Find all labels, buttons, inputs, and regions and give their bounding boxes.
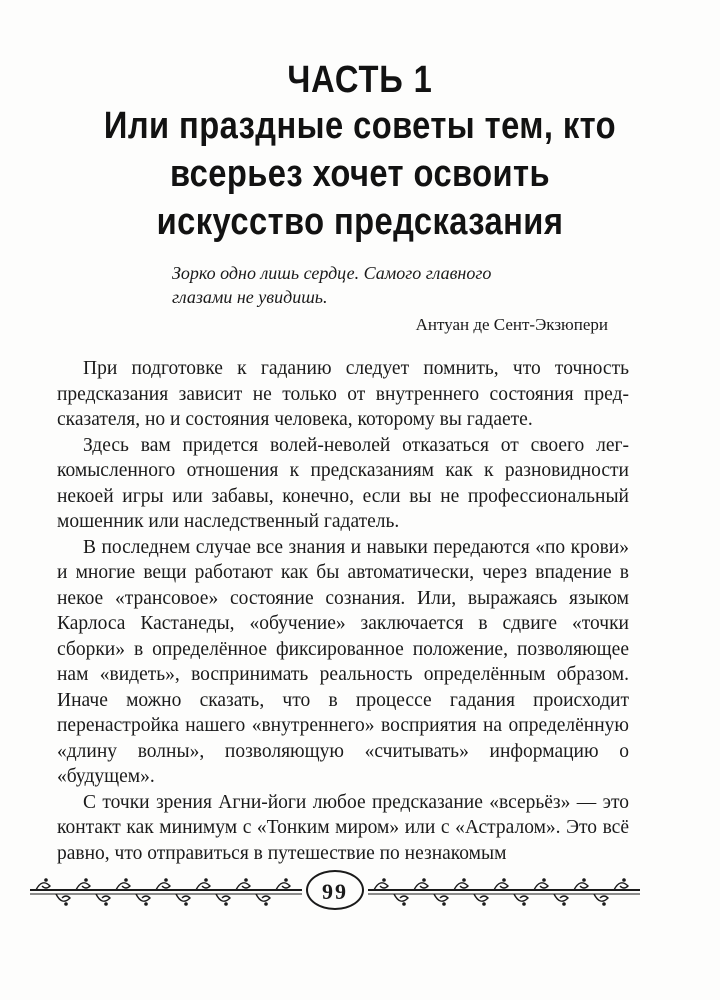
part-label: ЧАСТЬ 1 xyxy=(287,59,433,101)
paragraph: При подготовке к гаданию следует помнить, что точность предсказания зависит не только от внутреннего состояния предсказателя, но и состояния человека, которому вы гадаете. xyxy=(57,358,629,430)
vine-scroll-ornament-icon xyxy=(368,870,640,914)
chapter-heading xyxy=(0,58,720,246)
epigraph-quote xyxy=(172,261,552,309)
page-footer xyxy=(30,870,640,914)
chapter-title: Или праздные советы тем, кто всерьез хочет освоить искусство предсказания xyxy=(103,105,617,243)
paragraph: В последнем случае все знания и навыки передаются «по крови» и многие вещи работают как бы автоматически, через впадение в некое «трансовое» состояние сознания. Или, выражаясь языком Карлоса Кастанеды, «обучение» заключается в сдвиге «точки сборки» в определённое фиксированное положение, позволяющее нам «видеть», воспринимать реальность определённым образом. Иначе можно сказать, что в процессе гадания происходит перенастройка нашего «внутреннего» восприятия на определённую «длину волны», позволяющую «считывать» информацию о «будущем». xyxy=(57,536,629,787)
epigraph xyxy=(172,261,612,337)
epigraph-line: глазами не увидишь. xyxy=(172,287,328,307)
body-text xyxy=(57,356,629,866)
paragraph: Здесь вам придется волей-неволей отказаться от своего легкомысленного отношения к предсказаниям как к разновидности некоей игры или забавы, конечно, если вы не профессиональный мошенник или наследственный гадатель. xyxy=(57,434,629,532)
epigraph-author: Антуан де Сент-Экзюпери xyxy=(415,315,608,334)
epigraph-line: Зорко одно лишь сердце. Самого главного xyxy=(172,263,492,283)
page-number: 99 xyxy=(306,870,364,910)
vine-scroll-ornament-icon xyxy=(30,870,302,914)
paragraph: С точки зрения Агни-йоги любое предсказание «всерьёз» — это контакт как минимум с «Тонким миром» или с «Астралом». Это всё равно, что отправиться в путешествие по незнакомым xyxy=(57,791,629,864)
